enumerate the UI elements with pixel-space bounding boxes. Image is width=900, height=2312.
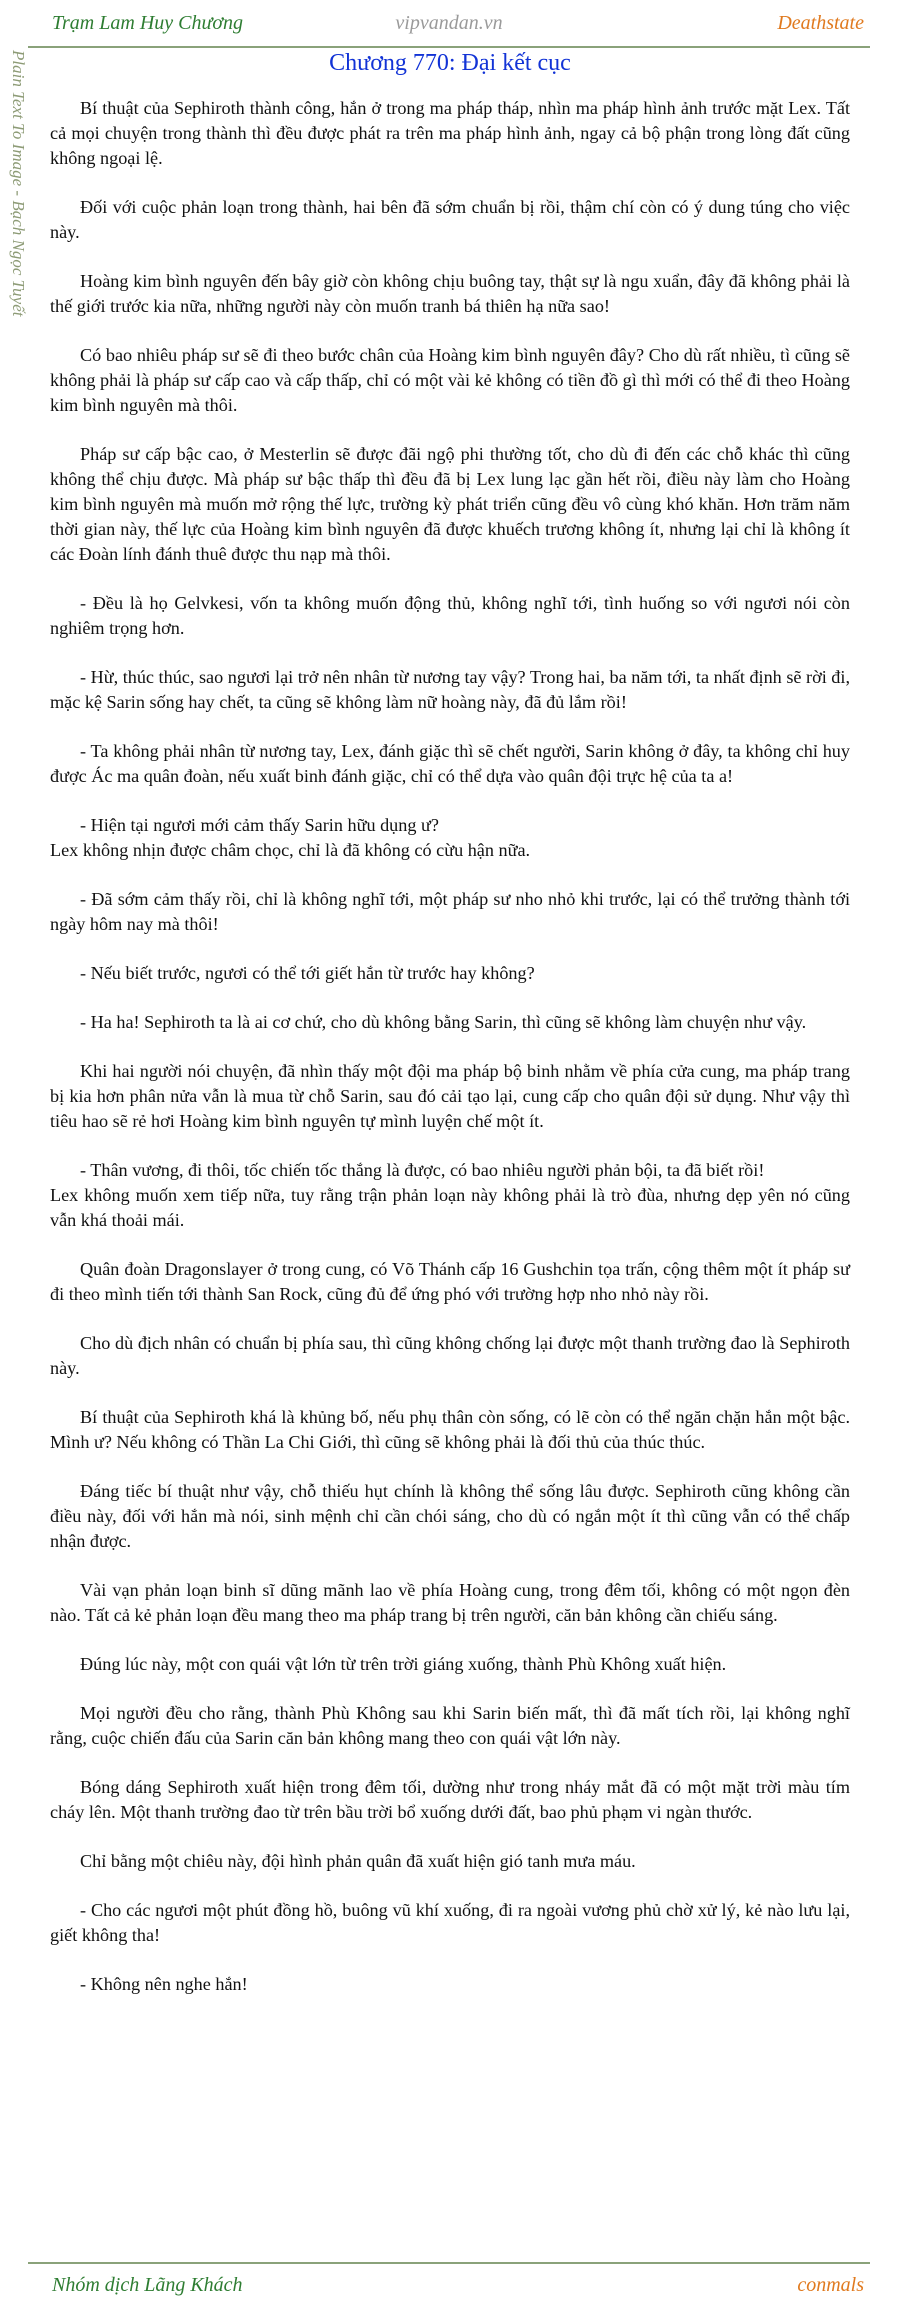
paragraph: - Không nên nghe hắn! — [80, 1974, 248, 1994]
paragraph: - Thân vương, đi thôi, tốc chiến tốc thắng là được, có bao nhiêu người phản bội, ta đã biết rồi! — [80, 1160, 765, 1180]
footer-group: Nhóm dịch Lãng Khách — [52, 2274, 243, 2296]
sidebar-text: Plain Text To Image - Bạch Ngọc Tuyết — [9, 50, 28, 317]
paragraph: - Đã sớm cảm thấy rồi, chỉ là không nghĩ tới, một pháp sư nho nhỏ khi trước, lại có thể trưởng thành tới ngày hôm nay mà thôi! — [50, 889, 850, 934]
paragraph: Bí thuật của Sephiroth thành công, hắn ở trong ma pháp tháp, nhìn ma pháp hình ảnh trước mặt Lex. Tất cả mọi chuyện trong thành thì đều được phát ra trên ma pháp hình ảnh, ngay cả bộ phận trong lòng đất cũng không ngoại lệ. — [50, 98, 850, 168]
paragraph: - Cho các ngươi một phút đồng hồ, buông vũ khí xuống, đi ra ngoài vương phủ chờ xử lý, kẻ nào lưu lại, giết không tha! — [50, 1900, 850, 1945]
header-author: Deathstate — [777, 12, 864, 34]
paragraph: Quân đoàn Dragonslayer ở trong cung, có Võ Thánh cấp 16 Gushchin tọa trấn, cộng thêm một ít pháp sư đi theo mình tiến tới thành San Rock, cũng đủ để ứng phó với trường hợp nho nhỏ này rồi. — [50, 1259, 850, 1304]
paragraph: Bóng dáng Sephiroth xuất hiện trong đêm tối, dường như trong nháy mắt đã có một mặt trời màu tím cháy lên. Một thanh trường đao từ trên bầu trời bổ xuống dưới đất, bao phủ phạm vi ngàn thước. — [50, 1777, 850, 1822]
paragraph: Lex không muốn xem tiếp nữa, tuy rằng trận phản loạn này không phải là trò đùa, nhưng dẹp yên nó cũng vẫn khá thoải mái. — [50, 1185, 850, 1230]
header-translator: Trạm Lam Huy Chương — [52, 12, 244, 34]
paragraph: Mọi người đều cho rằng, thành Phù Không sau khi Sarin biến mất, thì đã mất tích rồi, lại không nghĩ rằng, cuộc chiến đấu của Sarin căn bản không mang theo con quái vật lớn này. — [50, 1703, 850, 1748]
page-header — [28, 0, 870, 48]
chapter-body — [50, 96, 850, 2021]
chapter-title: Chương 770: Đại kết cục — [329, 50, 571, 76]
paragraph: Hoàng kim bình nguyên đến bây giờ còn không chịu buông tay, thật sự là ngu xuẩn, đây đã không phải là thế giới trước kia nữa, những người này còn muốn tranh bá thiên hạ nữa sao! — [50, 271, 850, 316]
paragraph: - Ha ha! Sephiroth ta là ai cơ chứ, cho dù không bằng Sarin, thì cũng sẽ không làm chuyện như vậy. — [80, 1012, 807, 1032]
paragraph: - Ta không phải nhân từ nương tay, Lex, đánh giặc thì sẽ chết người, Sarin không ở đây, ta không chỉ huy được Ác ma quân đoàn, nếu xuất binh đánh giặc, chỉ có thể dựa vào quân đội trực hệ của ta a! — [50, 741, 850, 786]
paragraph: Có bao nhiêu pháp sư sẽ đi theo bước chân của Hoàng kim bình nguyên đây? Cho dù rất nhiều, tì cũng sẽ không phải là pháp sư cấp cao và cấp thấp, chỉ có một vài kẻ không có tiền đồ gì thì mới có thể đi theo Hoàng kim bình nguyên mà thôi. — [50, 345, 850, 415]
paragraph: Cho dù địch nhân có chuẩn bị phía sau, thì cũng không chống lại được một thanh trường đao là Sephiroth này. — [50, 1333, 850, 1378]
paragraph: Lex không nhịn được châm chọc, chỉ là đã không có cừu hận nữa. — [50, 840, 531, 860]
paragraph: Chỉ bằng một chiêu này, đội hình phản quân đã xuất hiện gió tanh mưa máu. — [80, 1851, 636, 1871]
paragraph: Đáng tiếc bí thuật như vậy, chỗ thiếu hụt chính là không thể sống lâu được. Sephiroth cũng không cần điều này, đối với hắn mà nói, sinh mệnh chỉ cần chói sáng, cho dù có ngắn một ít thì cũng vẫn có thể chấp nhận được. — [50, 1481, 850, 1551]
paragraph: Đối với cuộc phản loạn trong thành, hai bên đã sớm chuẩn bị rồi, thậm chí còn có ý dung túng cho việc này. — [50, 197, 850, 242]
paragraph: - Hiện tại ngươi mới cảm thấy Sarin hữu dụng ư? — [80, 815, 439, 835]
paragraph: Đúng lúc này, một con quái vật lớn từ trên trời giáng xuống, thành Phù Không xuất hiện. — [80, 1654, 727, 1674]
page-footer — [28, 2262, 870, 2312]
paragraph: - Hừ, thúc thúc, sao ngươi lại trở nên nhân từ nương tay vậy? Trong hai, ba năm tới, ta nhất định sẽ rời đi, mặc kệ Sarin sống hay chết, ta cũng sẽ không làm nữ hoàng này, đã đủ lắm rồi! — [50, 667, 850, 712]
paragraph: Vài vạn phản loạn binh sĩ dũng mãnh lao về phía Hoàng cung, trong đêm tối, không có một ngọn đèn nào. Tất cả kẻ phản loạn đều mang theo ma pháp trang bị trên người, căn bản không cần chiếu sáng. — [50, 1580, 850, 1625]
header-site: vipvandan.vn — [395, 12, 503, 34]
footer-editor: conmals — [797, 2274, 864, 2296]
paragraph: Bí thuật của Sephiroth khá là khủng bố, nếu phụ thân còn sống, có lẽ còn có thể ngăn chặn hắn một bậc. Mình ư? Nếu không có Thần La Chi Giới, thì cũng sẽ không phải là đối thủ của thúc thúc. — [50, 1407, 850, 1452]
sidebar-watermark — [6, 50, 36, 400]
paragraph: Pháp sư cấp bậc cao, ở Mesterlin sẽ được đãi ngộ phi thường tốt, cho dù đi đến các chỗ khác thì cũng không thể chịu được. Mà pháp sư bậc thấp thì đều đã bị Lex lung lạc gần hết rồi, điều này làm cho Hoàng kim bình nguyên mà muốn mở rộng thế lực, trường kỳ phát triển cũng đều vô cùng khó khăn. Hơn trăm năm thời gian này, thế lực của Hoàng kim bình nguyên đã được khuếch trương không ít, nhưng lại chỉ là không ít các Đoàn lính đánh thuê được thu nạp mà thôi. — [50, 444, 850, 564]
paragraph: - Nếu biết trước, ngươi có thể tới giết hắn từ trước hay không? — [80, 963, 535, 983]
paragraph: - Đều là họ Gelvkesi, vốn ta không muốn động thủ, không nghĩ tới, tình huống so với ngươi nói còn nghiêm trọng hơn. — [50, 593, 850, 638]
paragraph: Khi hai người nói chuyện, đã nhìn thấy một đội ma pháp bộ binh nhằm về phía cửa cung, ma pháp trang bị kia hơn phân nửa vẫn là mua từ chỗ Sarin, sau đó cải tạo lại, cung cấp cho quân đội sử dụng. Như vậy thì tiêu hao sẽ rẻ hơi Hoàng kim bình nguyên tự mình luyện chế một ít. — [50, 1061, 850, 1131]
